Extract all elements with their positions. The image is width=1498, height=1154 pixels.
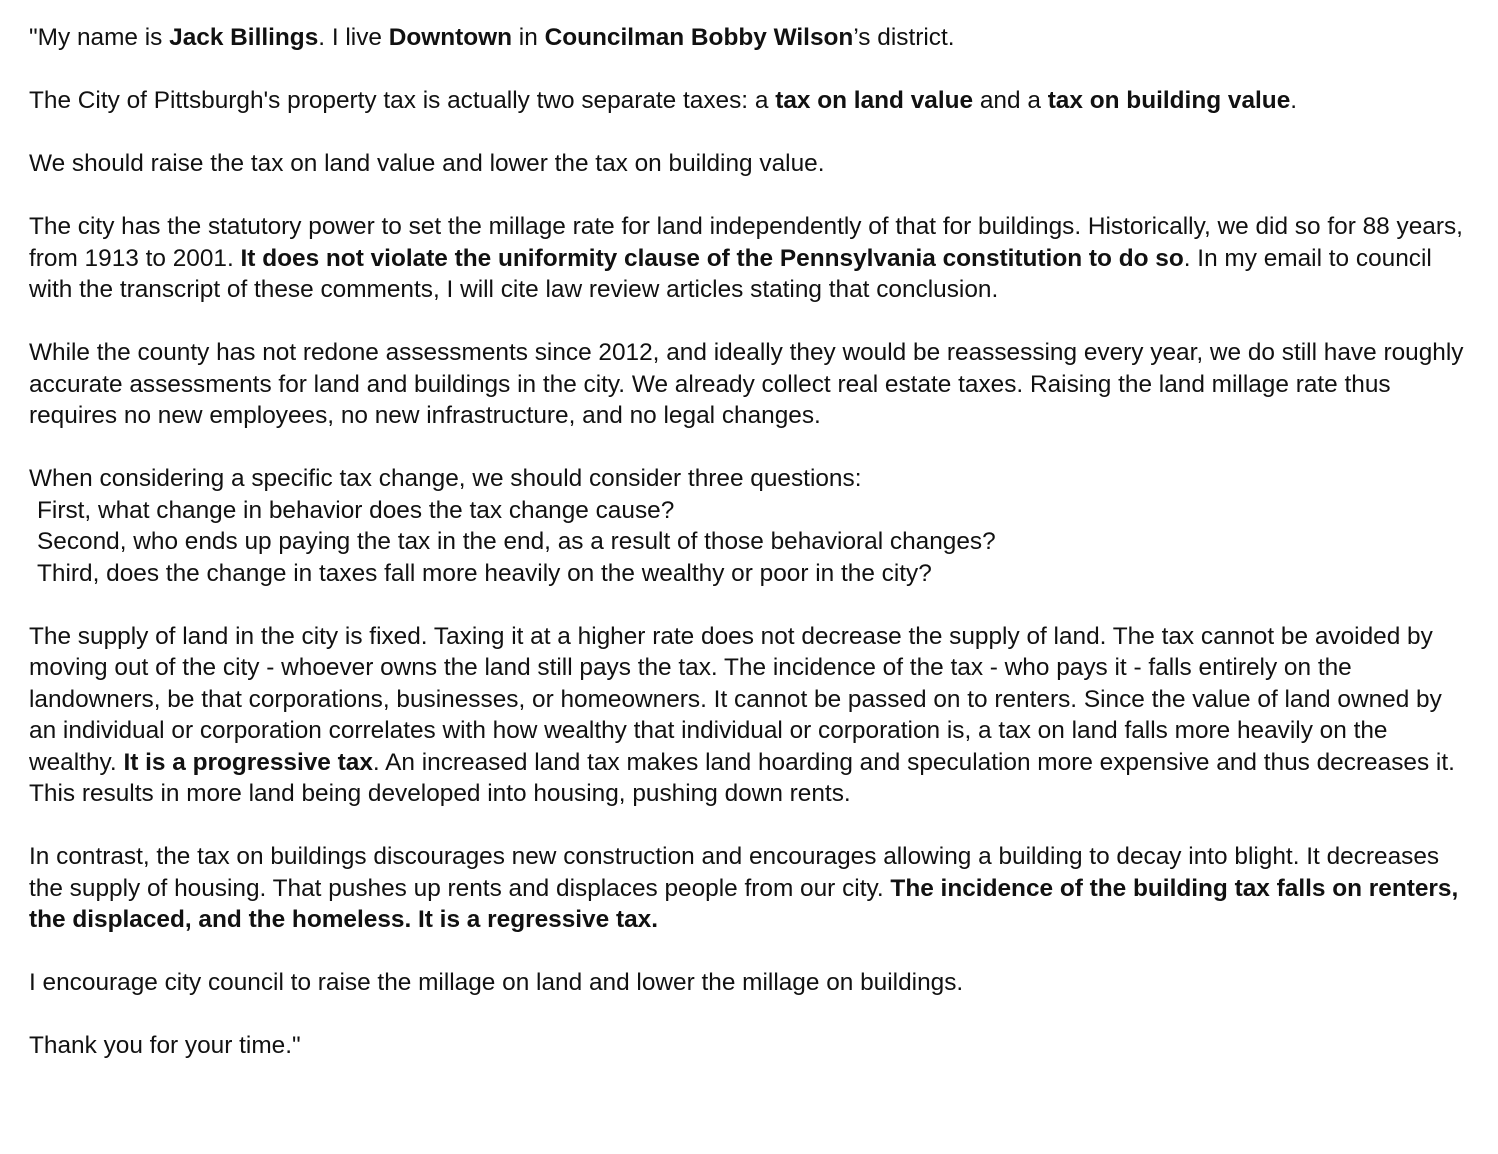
- bold-text: Downtown: [388, 24, 513, 51]
- bold-text: The incidence of the building tax falls on renters, the displaced, and the homeless. It is a regressive tax.: [29, 874, 1466, 933]
- text-segment: Thank you for your time.": [29, 1032, 301, 1059]
- text-segment: In contrast, the tax on buildings discourages new construction and encourages allowing a building to decay into blight. It decreases the supply of housing. That pushes up rents and displaces people from our city.: [29, 843, 1446, 902]
- text-segment: . I live: [318, 24, 389, 51]
- bold-text: It is a progressive tax: [123, 748, 373, 776]
- text-segment: in: [512, 24, 545, 51]
- text-segment: and a: [973, 87, 1048, 114]
- paragraph: [29, 211, 1468, 306]
- text-segment: The city has the statutory power to set the millage rate for land independently of that for buildings. Historically, we did so for 88 years, from 1913 to 2001.: [29, 213, 1470, 272]
- document-body: [29, 22, 1471, 1062]
- paragraph: [29, 841, 1468, 936]
- bold-text: Councilman Bobby Wilson: [544, 24, 854, 51]
- text-segment: The supply of land in the city is fixed. Taxing it at a higher rate does not decrease the supply of land. The tax cannot be avoided by moving out of the city - whoever owns the land still pays the tax. The incidence of the tax - who pays it - falls entirely on the landowners, be that corporations, businesses, or homeowners. It cannot be passed on to renters. Since the value of land owned by an individual or corporation correlates with how wealthy that individual or corporation is, a tax on land falls more heavily on the wealthy.: [29, 622, 1449, 776]
- bold-text: Jack Billings: [169, 24, 319, 51]
- text-segment: We should raise the tax on land value and lower the tax on building value.: [29, 150, 825, 177]
- text-segment: When considering a specific tax change, we should consider three questions:: [29, 465, 862, 492]
- text-segment: .: [1290, 87, 1298, 114]
- paragraph: [29, 463, 1468, 589]
- text-segment: I encourage city council to raise the millage on land and lower the millage on buildings.: [29, 969, 964, 996]
- text-segment: While the county has not redone assessments since 2012, and ideally they would be reassessing every year, we do still have roughly accurate assessments for land and buildings in the city. We already collect real estate taxes. Raising the land millage rate thus requires no new employees, no new infrastructure, and no legal changes.: [29, 339, 1471, 429]
- text-segment: . In my email to council with the transcript of these comments, I will cite law review articles stating that conclusion.: [29, 244, 1439, 303]
- paragraph: [29, 1030, 1468, 1062]
- paragraph: [29, 337, 1471, 432]
- paragraph: [29, 148, 1468, 180]
- question-line: Third, does the change in taxes fall more heavily on the wealthy or poor in the city?: [37, 559, 932, 587]
- paragraph: [29, 621, 1468, 810]
- paragraph: [29, 22, 1468, 54]
- bold-text: It does not violate the uniformity clause of the Pennsylvania constitution to do so: [240, 244, 1184, 272]
- text-segment: The City of Pittsburgh's property tax is actually two separate taxes: a: [29, 87, 776, 114]
- paragraph: [29, 85, 1468, 117]
- question-line: Second, who ends up paying the tax in the end, as a result of those behavioral changes?: [37, 528, 996, 555]
- bold-text: tax on building value: [1047, 87, 1291, 114]
- question-line: First, what change in behavior does the tax change cause?: [37, 496, 675, 524]
- paragraph: [29, 967, 1468, 999]
- text-segment: "My name is: [29, 24, 170, 51]
- text-segment: ’s district.: [853, 24, 955, 51]
- bold-text: tax on land value: [775, 87, 974, 114]
- text-segment: . An increased land tax makes land hoarding and speculation more expensive and thus decreases it. This results in more land being developed into housing, pushing down rents.: [29, 748, 1462, 807]
